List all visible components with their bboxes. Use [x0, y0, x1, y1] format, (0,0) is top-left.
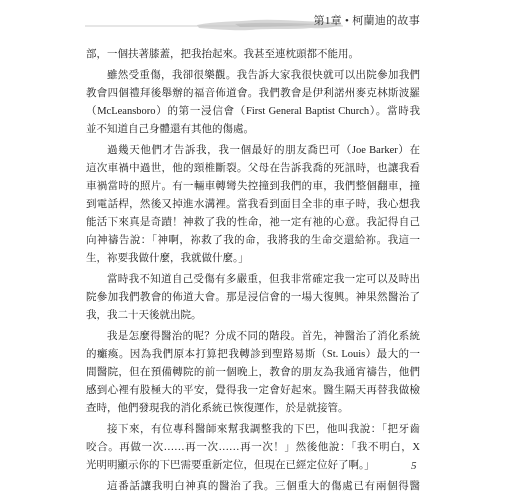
paragraph [86, 271, 420, 325]
text-line: 部，一個扶著膝蓋，把我抬起來。我甚至連枕頭都不能用。 [86, 49, 359, 60]
text-line: 咬合。再做一次……再一次……再一次！」然後他說：「我不明白，X [86, 442, 420, 453]
paragraph [86, 46, 420, 64]
text-line: 這次車禍中過世，他的頸椎斷裂。父母在告訴我喬的死訊時，也讓我看 [86, 163, 420, 174]
text-line: 車禍當時的照片。有一輛車轉彎失控撞到我們的車，我們整個翻車，撞 [86, 181, 420, 192]
text-line: 並不知道自己身體還有其他的傷處。 [86, 124, 254, 135]
text-line: 院參加我們教會的佈道大會。那是浸信會的一場大復興。神果然醫治了 [86, 292, 420, 303]
text-line: 雖然受重傷，我卻很樂觀。我告訴大家我很快就可以出院參加我們 [107, 70, 420, 81]
paragraph [86, 478, 420, 496]
text-line: 過幾天他們才告訴我，我一個最好的朋友喬巴可（Joe Barker）在 [107, 145, 420, 156]
text-line: 生，祢要我做什麼，我就做什麼。」 [86, 253, 249, 264]
paragraph [86, 67, 420, 139]
page-number: 5 [411, 460, 417, 472]
text-line: 教會四個禮拜後舉辦的福音佈道會。我們教會是伊利諾州麥克林斯波羅 [86, 88, 420, 99]
text-line: 向神禱告說：「神啊，祢救了我的命，我將我的生命交還給祢。我這一 [86, 235, 420, 246]
text-line: 到電話桿，然後又掉進水溝裡。當我看到面目全非的車子時，我心想我 [86, 199, 420, 210]
paragraph [86, 328, 420, 418]
text-line: 光明明顯示你的下巴需要重新定位，但現在已經定位好了啊。」 [86, 460, 375, 471]
text-line: （McLeansboro）的第一浸信會（First General Baptist Church）。當時我 [86, 106, 420, 117]
running-head: 第1章 • 柯蘭迪的故事 [313, 15, 420, 27]
text-line: 我是怎麼得醫治的呢？分成不同的階段。首先，神醫治了消化系統 [107, 331, 420, 342]
text-line: 能活下來真是奇蹟！神救了我的性命，祂一定有祂的心意。我記得自己 [86, 217, 420, 228]
paragraph [86, 142, 420, 268]
text-line: 這番話讓我明白神真的醫治了我。三個重大的傷處已有兩個得醫 [107, 481, 420, 492]
text-line: 當時我不知道自己受傷有多嚴重，但我非常確定我一定可以及時出 [107, 274, 420, 285]
text-line: 查時，他們發現我的消化系統已恢復運作，於是就接管。 [86, 403, 349, 414]
text-line: 感到心裡有股極大的平安，覺得我一定會好起來。醫生隔天再替我做檢 [86, 385, 420, 396]
text-line: 的癱瘓。因為我們原本打算把我轉診到聖路易斯（St. Louis）最大的一 [86, 349, 420, 360]
header-brush-rule [85, 16, 343, 34]
text-line: 我，我二十天後就出院。 [86, 310, 202, 321]
paragraph [86, 421, 420, 475]
text-line: 接下來，有位專科醫師來幫我調整我的下巴，他叫我說：「把牙齒 [107, 424, 420, 435]
body-text [86, 46, 420, 496]
text-line: 間醫院，但在預備轉院的前一個晚上，教會的朋友為我通宵禱告，他們 [86, 367, 420, 378]
